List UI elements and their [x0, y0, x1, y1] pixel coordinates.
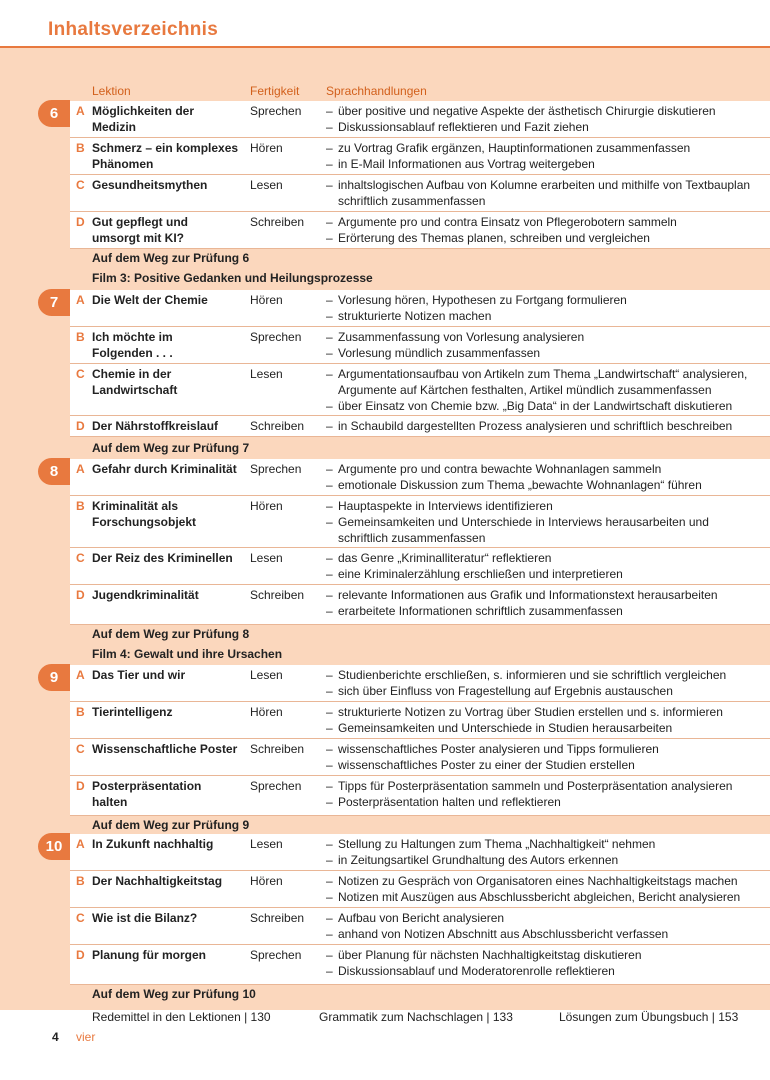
lesson-language-acts [326, 461, 770, 493]
lesson-title [92, 214, 242, 246]
lesson-title-line: In Zukunft nachhaltig [92, 837, 214, 851]
lesson-title [92, 177, 242, 193]
lesson-title-line: Folgenden . . . [92, 346, 173, 360]
lesson-language-acts [326, 741, 770, 773]
lesson-skill: Schreiben [250, 911, 305, 925]
lesson-row[interactable] [70, 138, 770, 175]
lesson-language-acts [326, 550, 770, 582]
lesson-row[interactable] [70, 585, 770, 625]
language-act-item: – das Genre „Kriminalliteratur“ reflektieren [326, 550, 770, 566]
language-act-item: – Argumente pro und contra Einsatz von Pflegerobotern sammeln [326, 214, 770, 230]
lesson-language-acts [326, 873, 770, 905]
language-act-item: – erarbeitete Informationen schriftlich zusammenfassen [326, 603, 770, 619]
language-act-item: – Stellung zu Haltungen zum Thema „Nachhaltigkeit“ nehmen [326, 836, 770, 852]
lesson-title-line: Gesundheitsmythen [92, 178, 208, 192]
footer-grammatik[interactable]: Grammatik zum Nachschlagen | 133 [319, 1010, 513, 1024]
lesson-title [92, 418, 242, 434]
lesson-skill: Lesen [250, 367, 283, 381]
page-number: 4 [52, 1030, 59, 1044]
lesson-title [92, 140, 242, 172]
language-act-item: – über Planung für nächsten Nachhaltigkeitstag diskutieren [326, 947, 770, 963]
lesson-language-acts [326, 366, 770, 414]
lesson-title-line: Forschungsobjekt [92, 515, 197, 529]
language-act-item: – Diskussionsablauf und Moderatorenrolle reflektieren [326, 963, 770, 979]
lesson-row[interactable] [70, 776, 770, 816]
lesson-title-line: Wie ist die Bilanz? [92, 911, 198, 925]
lesson-skill: Schreiben [250, 215, 305, 229]
lesson-row[interactable] [70, 327, 770, 364]
lesson-row[interactable] [70, 416, 770, 437]
lesson-letter: C [76, 367, 85, 381]
lesson-language-acts [326, 103, 770, 135]
language-act-item: – Aufbau von Bericht analysieren [326, 910, 770, 926]
language-act-item: – Diskussionsablauf reflektieren und Fazit ziehen [326, 119, 770, 135]
lesson-skill: Lesen [250, 551, 283, 565]
lesson-title-line: Wissenschaftliche Poster [92, 742, 238, 756]
language-act-item: – in E-Mail Informationen aus Vortrag weitergeben [326, 156, 770, 172]
page-title: Inhaltsverzeichnis [48, 19, 219, 40]
lesson-row[interactable] [70, 175, 770, 212]
lesson-language-acts [326, 292, 770, 324]
exam-prep-item[interactable]: Auf dem Weg zur Prüfung 9 [92, 818, 250, 832]
lesson-letter: B [76, 874, 85, 888]
lesson-title-line: Gefahr durch Kriminalität [92, 462, 237, 476]
lesson-title [92, 366, 242, 398]
lesson-language-acts [326, 498, 770, 546]
exam-prep-item[interactable]: Auf dem Weg zur Prüfung 6 [92, 251, 250, 265]
lesson-title [92, 667, 242, 683]
lesson-letter: B [76, 330, 85, 344]
lesson-title [92, 329, 242, 361]
lesson-title-line: Der Nährstoffkreislauf [92, 419, 219, 433]
lesson-row[interactable] [70, 101, 770, 138]
lesson-skill: Sprechen [250, 462, 302, 476]
lesson-letter: B [76, 499, 85, 513]
exam-prep-item[interactable]: Auf dem Weg zur Prüfung 10 [92, 987, 256, 1001]
language-act-item: – wissenschaftliches Poster analysieren und Tipps formulieren [326, 741, 770, 757]
language-act-item: – relevante Informationen aus Grafik und Informationstext herausarbeiten [326, 587, 770, 603]
lesson-letter: D [76, 779, 85, 793]
lesson-title-line: Das Tier und wir [92, 668, 186, 682]
language-act-item: – Notizen mit Auszügen aus Abschlussbericht abgleichen, Bericht analysieren [326, 889, 770, 905]
language-act-item: – zu Vortrag Grafik ergänzen, Hauptinformationen zusammenfassen [326, 140, 770, 156]
lesson-title-line: Planung für morgen [92, 948, 206, 962]
chapter-number-badge: 8 [38, 458, 70, 485]
language-act-item: – eine Kriminalerzählung erschließen und interpretieren [326, 566, 770, 582]
lesson-row[interactable] [70, 945, 770, 985]
lesson-title [92, 292, 242, 308]
lesson-title [92, 461, 242, 477]
lesson-row[interactable] [70, 496, 770, 548]
chapter-number-badge: 7 [38, 289, 70, 316]
lesson-skill: Hören [250, 499, 283, 513]
lesson-language-acts [326, 947, 770, 979]
lesson-title-line: Landwirtschaft [92, 383, 178, 397]
lesson-title-line: Medizin [92, 120, 136, 134]
lesson-letter: D [76, 588, 85, 602]
lesson-title-line: Jugendkriminalität [92, 588, 199, 602]
chapter-number-badge: 10 [38, 833, 70, 860]
lesson-letter: D [76, 419, 85, 433]
lesson-row[interactable] [70, 212, 770, 249]
lesson-title-line: halten [92, 795, 128, 809]
lesson-skill: Hören [250, 141, 283, 155]
lesson-title-line: Gut gepflegt und [92, 215, 188, 229]
lesson-letter: D [76, 948, 85, 962]
lesson-language-acts [326, 418, 770, 434]
lesson-skill: Sprechen [250, 948, 302, 962]
language-act-item: – Zusammenfassung von Vorlesung analysieren [326, 329, 770, 345]
exam-prep-item[interactable]: Auf dem Weg zur Prüfung 8 [92, 627, 250, 641]
column-headers [0, 84, 770, 100]
lesson-language-acts [326, 177, 770, 209]
chapter-number-badge: 9 [38, 664, 70, 691]
lesson-title [92, 778, 242, 810]
lesson-letter: A [76, 668, 85, 682]
lesson-skill: Schreiben [250, 419, 305, 433]
language-act-item: – Vorlesung hören, Hypothesen zu Fortgang formulieren [326, 292, 770, 308]
lesson-language-acts [326, 778, 770, 810]
lesson-skill: Sprechen [250, 104, 302, 118]
chapter-number-badge: 6 [38, 100, 70, 127]
exam-prep-item[interactable]: Auf dem Weg zur Prüfung 7 [92, 441, 250, 455]
header-lesson: Lektion [92, 84, 131, 98]
language-act-item: – anhand von Notizen Abschnitt aus Abschlussbericht verfassen [326, 926, 770, 942]
language-act-item: – in Zeitungsartikel Grundhaltung des Autors erkennen [326, 852, 770, 868]
lesson-letter: C [76, 911, 85, 925]
language-act-item: – Gemeinsamkeiten und Unterschiede in Interviews herausarbeiten und [326, 514, 770, 530]
lesson-letter: A [76, 104, 85, 118]
lesson-letter: A [76, 837, 85, 851]
lesson-letter: A [76, 293, 85, 307]
lesson-language-acts [326, 329, 770, 361]
lesson-skill: Schreiben [250, 588, 305, 602]
language-act-item: – in Schaubild dargestellten Prozess analysieren und schriftlich beschreiben [326, 418, 770, 434]
language-act-item: – Notizen zu Gespräch von Organisatoren eines Nachhaltigkeitstags machen [326, 873, 770, 889]
lesson-skill: Lesen [250, 668, 283, 682]
lesson-row[interactable] [70, 665, 770, 702]
language-act-item: – Argumentationsaufbau von Artikeln zum Thema „Landwirtschaft“ analysieren, [326, 366, 770, 382]
lesson-title-line: Schmerz – ein komplexes [92, 141, 239, 155]
film-item[interactable]: Film 3: Positive Gedanken und Heilungsprozesse [92, 271, 373, 285]
lesson-row[interactable] [70, 871, 770, 908]
language-act-item: – Studienberichte erschließen, s. informieren und sie schriftlich vergleichen [326, 667, 770, 683]
language-act-item: – über Einsatz von Chemie bzw. „Big Data“ in der Landwirtschaft diskutieren [326, 398, 770, 414]
language-act-item: – inhaltslogischen Aufbau von Kolumne erarbeiten und mithilfe von Textbauplan [326, 177, 770, 193]
lesson-title [92, 103, 242, 135]
lesson-row[interactable] [70, 908, 770, 945]
lesson-title-line: umsorgt mit KI? [92, 231, 184, 245]
lesson-letter: D [76, 215, 85, 229]
lesson-skill: Hören [250, 705, 283, 719]
page-number-word: vier [76, 1030, 96, 1044]
lesson-language-acts [326, 214, 770, 246]
lesson-title [92, 550, 242, 566]
language-act-item: – strukturierte Notizen machen [326, 308, 770, 324]
lesson-row[interactable] [70, 548, 770, 585]
lesson-language-acts [326, 587, 770, 619]
lesson-title [92, 947, 242, 963]
language-act-item: – Gemeinsamkeiten und Unterschiede in Studien herausarbeiten [326, 720, 770, 736]
lesson-language-acts [326, 704, 770, 736]
language-act-item: – über positive und negative Aspekte der ästhetisch Chirurgie diskutieren [326, 103, 770, 119]
lesson-skill: Lesen [250, 178, 283, 192]
lesson-title [92, 873, 242, 889]
lesson-title-line: Kriminalität als [92, 499, 179, 513]
lesson-skill: Lesen [250, 837, 283, 851]
header-acts: Sprachhandlungen [326, 84, 427, 98]
lesson-skill: Schreiben [250, 742, 305, 756]
language-act-item: Argumente auf Kärtchen festhalten, Artikel mündlich zusammenfassen [338, 383, 712, 397]
lesson-title-line: Die Welt der Chemie [92, 293, 208, 307]
language-act-item: – Erörterung des Themas planen, schreiben und vergleichen [326, 230, 770, 246]
lesson-title [92, 498, 242, 530]
lesson-row[interactable] [70, 290, 770, 327]
language-act-item: – Vorlesung mündlich zusammenfassen [326, 345, 770, 361]
language-act-item: – strukturierte Notizen zu Vortrag über Studien erstellen und s. informieren [326, 704, 770, 720]
language-act-item: – emotionale Diskussion zum Thema „bewachte Wohnanlagen“ führen [326, 477, 770, 493]
lesson-title-line: Der Reiz des Kriminellen [92, 551, 233, 565]
lesson-title [92, 836, 242, 852]
header-skill: Fertigkeit [250, 84, 300, 98]
lesson-row[interactable] [70, 834, 770, 871]
language-act-item: – wissenschaftliches Poster zu einer der Studien erstellen [326, 757, 770, 773]
lesson-skill: Hören [250, 874, 283, 888]
lesson-title [92, 741, 242, 757]
lesson-row[interactable] [70, 739, 770, 776]
language-act-item: – Tipps für Posterpräsentation sammeln und Posterpräsentation analysieren [326, 778, 770, 794]
lesson-title-line: Chemie in der [92, 367, 172, 381]
lesson-letter: A [76, 462, 85, 476]
language-act-item: – Hauptaspekte in Interviews identifizieren [326, 498, 770, 514]
footer-redemittel[interactable]: Redemittel in den Lektionen | 130 [92, 1010, 271, 1024]
lesson-title [92, 910, 242, 926]
language-act-item: – sich über Einfluss von Fragestellung auf Ergebnis austauschen [326, 683, 770, 699]
lesson-skill: Sprechen [250, 330, 302, 344]
lesson-letter: B [76, 141, 85, 155]
film-item[interactable]: Film 4: Gewalt und ihre Ursachen [92, 647, 283, 661]
lesson-letter: C [76, 742, 85, 756]
lesson-letter: C [76, 551, 85, 565]
language-act-item: schriftlich zusammenfassen [338, 194, 486, 208]
lesson-title-line: Tierintelligenz [92, 705, 173, 719]
lesson-skill: Sprechen [250, 779, 302, 793]
lesson-language-acts [326, 140, 770, 172]
lesson-row[interactable] [70, 459, 770, 496]
language-act-item: – Argumente pro und contra bewachte Wohnanlagen sammeln [326, 461, 770, 477]
lesson-row[interactable] [70, 364, 770, 416]
lesson-row[interactable] [70, 702, 770, 739]
lesson-title-line: Phänomen [92, 157, 154, 171]
lesson-title-line: Der Nachhaltigkeitstag [92, 874, 223, 888]
lesson-language-acts [326, 836, 770, 868]
footer-loesungen[interactable]: Lösungen zum Übungsbuch | 153 [559, 1010, 739, 1024]
lesson-letter: C [76, 178, 85, 192]
lesson-title [92, 704, 242, 720]
language-act-item: schriftlich zusammenfassen [338, 531, 486, 545]
lesson-skill: Hören [250, 293, 283, 307]
language-act-item: – Posterpräsentation halten und reflektieren [326, 794, 770, 810]
lesson-title-line: Ich möchte im [92, 330, 173, 344]
lesson-language-acts [326, 667, 770, 699]
lesson-letter: B [76, 705, 85, 719]
lesson-title [92, 587, 242, 603]
lesson-language-acts [326, 910, 770, 942]
lesson-title-line: Posterpräsentation [92, 779, 202, 793]
lesson-title-line: Möglichkeiten der [92, 104, 195, 118]
